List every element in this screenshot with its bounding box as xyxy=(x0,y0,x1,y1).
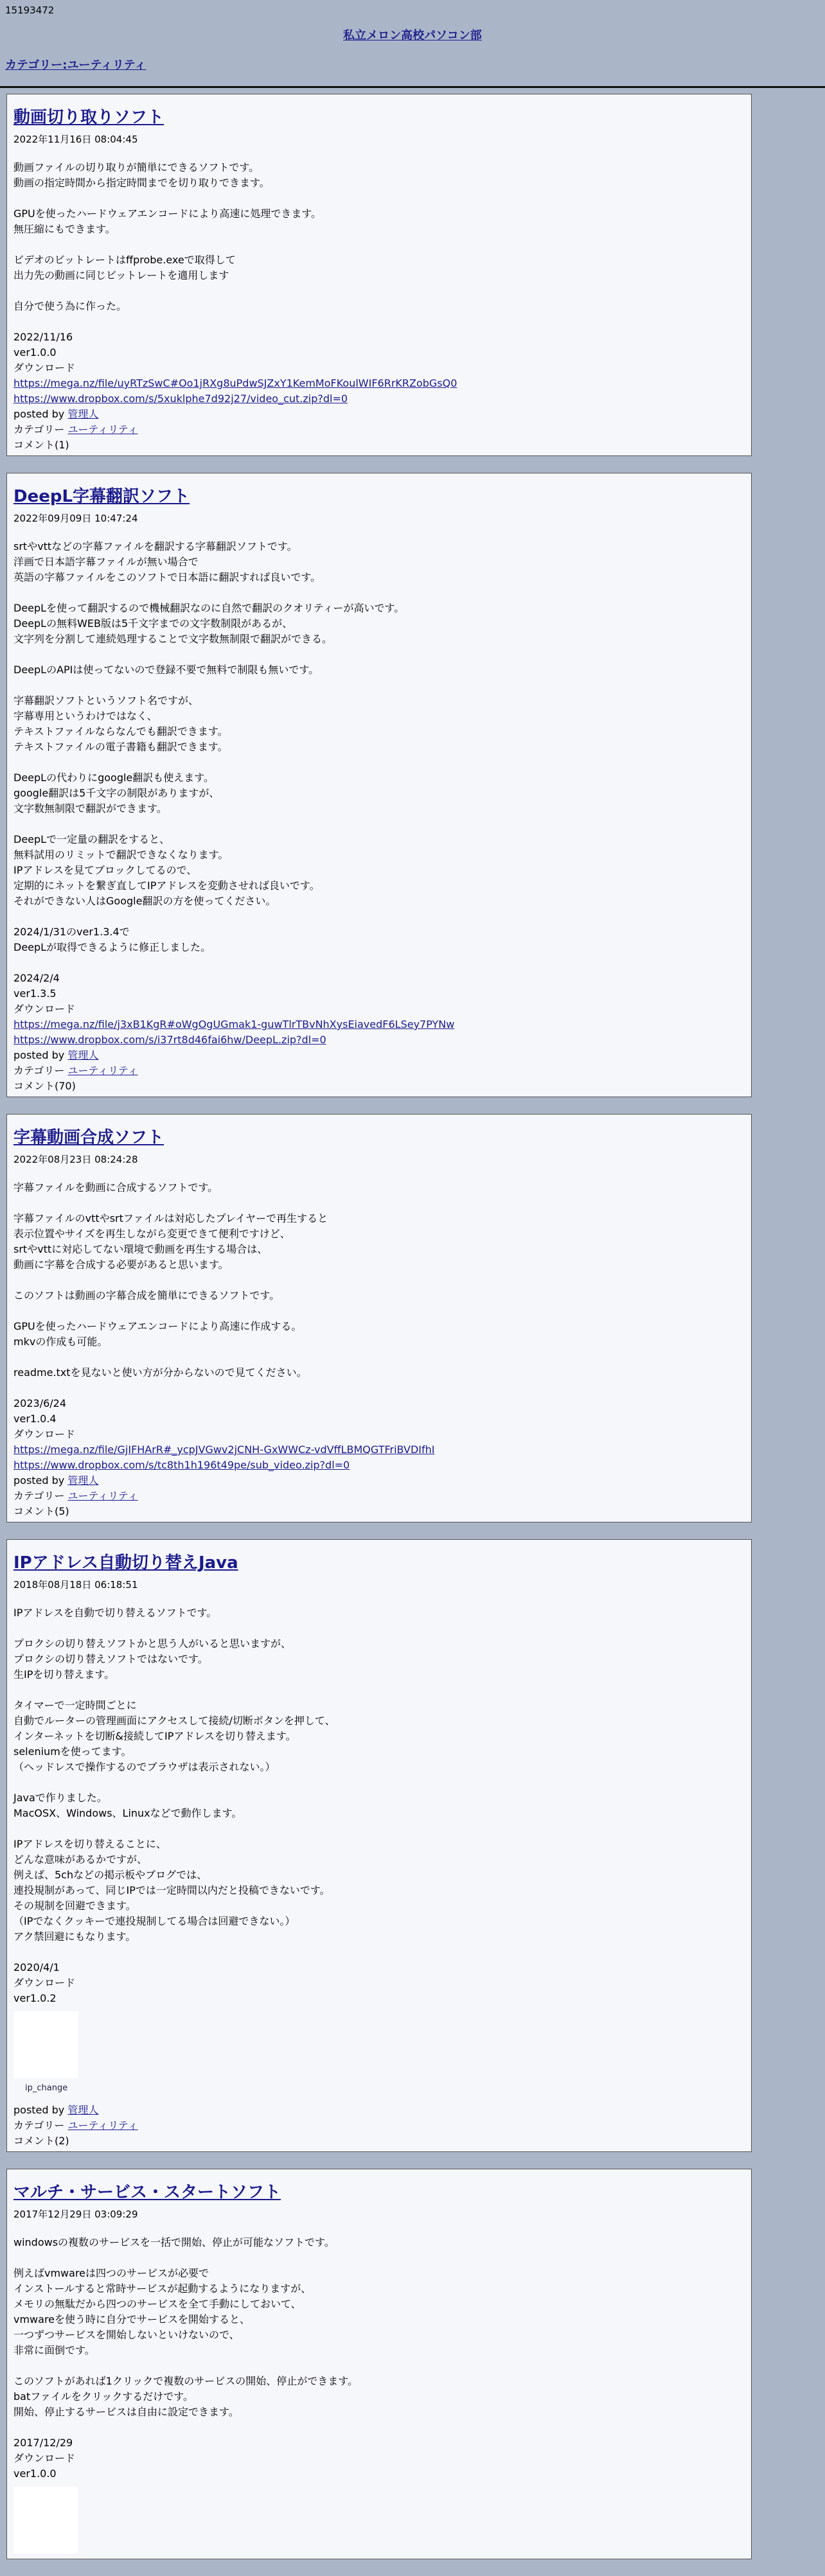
post-title-link[interactable]: 字幕動画合成ソフト xyxy=(13,1128,164,1147)
author-link[interactable]: 管理人 xyxy=(67,408,99,420)
posted-by-label: posted by xyxy=(13,1049,65,1061)
category-link[interactable]: ユーティリティ xyxy=(67,1064,138,1077)
post-paragraph: IPアドレスを切り替えることに、 どんな意味があるかですが、 例えば、5chなどの掲示板やブログでは、 連投規制があって、同じIPでは一定時間以内だと投稿できないです。 その規制を回避できます。 （IPでなくクッキーで連投規制してる場合は回避できない。） アク禁回避にもなります。 xyxy=(13,1838,330,1943)
post-paragraph: DeepLを使って翻訳するので機械翻訳なのに自然で翻訳のクオリティーが高いです。 DeepLの無料WEB版は5千文字までの文字数制限があるが、 文字列を分割して連続処理することで文字数無制限で翻訳ができる。 xyxy=(13,602,405,645)
site-title-link[interactable]: 私立メロン高校パソコン部 xyxy=(343,29,482,42)
download-link-row xyxy=(13,1032,745,1048)
download-label: ダウンロード xyxy=(13,1428,76,1440)
download-label: ダウンロード xyxy=(13,362,76,374)
paragraph-gap xyxy=(13,314,745,330)
category-label: カテゴリー xyxy=(13,1064,65,1077)
post-body xyxy=(13,1180,745,1427)
paragraph-gap xyxy=(13,1821,745,1837)
post-paragraph: 字幕翻訳ソフトというソフト名ですが、 字幕専用というわけではなく、 テキストファイルならなんでも翻訳できます。 テキストファイルの電子書籍も翻訳できます。 xyxy=(13,694,228,753)
post-date: 2017年12月29日 03:09:29 xyxy=(13,2209,138,2220)
download-image-caption[interactable]: ip_change xyxy=(25,2083,68,2093)
post-paragraph: 2022/11/16 ver1.0.0 xyxy=(13,331,73,358)
paragraph-gap xyxy=(13,1621,745,1636)
post-date: 2022年09月09日 10:47:24 xyxy=(13,513,138,524)
download-image-icon[interactable] xyxy=(13,2011,78,2078)
post-paragraph: 2017/12/29 xyxy=(13,2437,73,2449)
post-paragraph: Javaで作りました。 MacOSX、Windows、Linuxなどで動作します。 xyxy=(13,1792,242,1819)
category-label: カテゴリー xyxy=(13,1490,65,1502)
post-paragraph: 2024/1/31のver1.3.4で DeepLが取得できるように修正しました。 xyxy=(13,926,211,953)
post-body xyxy=(13,2235,745,2451)
paragraph-gap xyxy=(13,283,745,299)
post-body xyxy=(13,160,745,360)
post-paragraph: このソフトがあれば1クリックで複数のサービスの開始、停止ができます。 batファイルをクリックするだけです。 開始、停止するサービスは自由に設定できます。 xyxy=(13,2375,358,2418)
download-link[interactable]: https://www.dropbox.com/s/5xuklphe7d92j27/video_cut.zip?dl=0 xyxy=(13,393,348,405)
post-body xyxy=(13,1605,745,1975)
download-link-row xyxy=(13,391,745,407)
paragraph-gap xyxy=(13,1273,745,1288)
post-date: 2022年08月23日 08:24:28 xyxy=(13,1154,138,1165)
post-paragraph: DeepLのAPIは使ってないので登録不要で無料で制限も無いです。 xyxy=(13,664,319,676)
post-title-link[interactable]: 動画切り取りソフト xyxy=(13,108,164,127)
paragraph-gap xyxy=(13,1195,745,1211)
post-list xyxy=(6,94,752,2576)
comment-count[interactable]: コメント(1) xyxy=(13,439,69,451)
header-divider xyxy=(0,86,825,88)
download-link[interactable]: https://mega.nz/file/j3xB1KgR#oWgOgUGmak1-guwTlrTBvNhXysEiavedF6LSey7PYNw xyxy=(13,1018,455,1030)
download-link-row xyxy=(13,1017,745,1032)
category-heading-link[interactable]: カテゴリー:ユーティリティ xyxy=(5,58,146,72)
post-author-line xyxy=(13,2103,745,2118)
post-date: 2022年11月16日 08:04:45 xyxy=(13,134,138,145)
paragraph-gap xyxy=(13,2358,745,2374)
paragraph-gap xyxy=(13,755,745,770)
post-paragraph: 2024/2/4 ver1.3.5 xyxy=(13,972,60,1000)
post-date: 2018年08月18日 06:18:51 xyxy=(13,1579,138,1591)
category-link[interactable]: ユーティリティ xyxy=(67,423,138,436)
post-title-link[interactable]: IPアドレス自動切り替えJava xyxy=(13,1553,238,1573)
author-link[interactable]: 管理人 xyxy=(67,2104,99,2116)
post-paragraph: windowsの複数のサービスを一括で開始、停止が可能なソフトです。 xyxy=(13,2236,335,2248)
download-label: ダウンロード xyxy=(13,2452,76,2464)
category-link[interactable]: ユーティリティ xyxy=(67,1490,138,1502)
category-label: カテゴリー xyxy=(13,423,65,436)
posted-by-label: posted by xyxy=(13,2104,65,2116)
paragraph-gap xyxy=(13,2420,745,2435)
download-image-icon[interactable] xyxy=(13,2487,78,2554)
post-paragraph: 例えばvmwareは四つのサービスが必要で インストールすると常時サービスが起動するようになりますが、 メモリの無駄だから四つのサービスを全て手動にしておいて、 vmwareを使う時に自分でサービスを開始すると、 一つずつサービスを開始しないといけないので、 非常に面倒です。 xyxy=(13,2267,312,2356)
category-label: カテゴリー xyxy=(13,2119,65,2131)
post-paragraph: 動画ファイルの切り取りが簡単にできるソフトです。 動画の指定時間から指定時間までを切り取りできます。 xyxy=(13,161,270,189)
comment-count[interactable]: コメント(2) xyxy=(13,2135,69,2147)
paragraph-gap xyxy=(13,955,745,971)
post-paragraph: GPUを使ったハードウェアエンコードにより高速に処理できます。 無圧縮にもできます。 xyxy=(13,207,322,235)
post-paragraph: DeepLの代わりにgoogle翻訳も使えます。 google翻訳は5千文字の制限がありますが、 文字数無制限で翻訳ができます。 xyxy=(13,772,220,815)
paragraph-gap xyxy=(13,678,745,693)
post-paragraph: ビデオのビットレートはffprobe.exeで取得して 出力先の動画に同じビットレートを適用します xyxy=(13,254,236,281)
download-link-row xyxy=(13,1442,745,1458)
post-paragraph: 字幕ファイルのvttやsrtファイルは対応したプレイヤーで再生すると 表示位置やサイズを再生しながら変更できて便利ですけど、 srtやvttに対応してない環境で動画を再生する場合は、 動画に字幕を合成する必要があると思います。 xyxy=(13,1212,328,1271)
posted-by-label: posted by xyxy=(13,408,65,420)
post-author-line xyxy=(13,1048,745,1063)
comment-count[interactable]: コメント(70) xyxy=(13,1080,76,1092)
download-label: ダウンロード xyxy=(13,1977,76,1989)
paragraph-gap xyxy=(13,1682,745,1698)
post-category-line xyxy=(13,1488,745,1504)
paragraph-gap xyxy=(13,1381,745,1396)
post-paragraph: 字幕ファイルを動画に合成するソフトです。 xyxy=(13,1181,218,1194)
post-paragraph: 2020/4/1 xyxy=(13,1961,60,1973)
post-paragraph: readme.txtを見ないと使い方が分からないので見てください。 xyxy=(13,1366,307,1379)
post-paragraph: DeepLで一定量の翻訳をすると、 無料試用のリミットで翻訳できなくなります。 IPアドレスを見てブロックしてるので、 定期的にネットを繋ぎ直してIPアドレスを変動させれば良いです。 それができない人はGoogle翻訳の方を使ってください。 xyxy=(13,833,320,907)
post-category-line xyxy=(13,1063,745,1079)
blog-post xyxy=(6,1539,752,2152)
download-link[interactable]: https://mega.nz/file/GjIFHArR#_ycpJVGwv2jCNH-GxWWCz-vdVffLBMQGTFriBVDIfhI xyxy=(13,1443,435,1456)
version-label: ver1.0.2 xyxy=(13,1992,57,2004)
post-category-line xyxy=(13,2118,745,2133)
paragraph-gap xyxy=(13,237,745,252)
site-title[interactable] xyxy=(0,28,825,44)
paragraph-gap xyxy=(13,816,745,832)
version-label: ver1.0.0 xyxy=(13,2467,57,2480)
blog-post xyxy=(6,1114,752,1522)
download-label: ダウンロード xyxy=(13,1003,76,1015)
paragraph-gap xyxy=(13,647,745,662)
posted-by-label: posted by xyxy=(13,1474,65,1486)
blog-post xyxy=(6,94,752,456)
paragraph-gap xyxy=(13,191,745,206)
category-heading xyxy=(5,58,146,73)
post-author-line xyxy=(13,1473,745,1488)
paragraph-gap xyxy=(13,909,745,924)
post-body xyxy=(13,539,745,1001)
comment-count[interactable]: コメント(5) xyxy=(13,1505,69,1517)
post-title-link[interactable]: マルチ・サービス・スタートソフト xyxy=(13,2183,281,2202)
download-link-row xyxy=(13,1458,745,1473)
paragraph-gap xyxy=(13,1303,745,1319)
blog-post xyxy=(6,473,752,1097)
post-category-line xyxy=(13,422,745,437)
paragraph-gap xyxy=(13,1775,745,1790)
paragraph-gap xyxy=(13,1350,745,1365)
paragraph-gap xyxy=(13,1945,745,1960)
post-author-line xyxy=(13,407,745,422)
post-paragraph: 2023/6/24 ver1.0.4 xyxy=(13,1397,67,1425)
download-link[interactable]: https://www.dropbox.com/s/tc8th1h196t49pe/sub_video.zip?dl=0 xyxy=(13,1459,350,1471)
post-title-link[interactable]: DeepL字幕翻訳ソフト xyxy=(13,487,190,506)
category-link[interactable]: ユーティリティ xyxy=(67,2119,138,2131)
post-paragraph: IPアドレスを自動で切り替えるソフトです。 xyxy=(13,1607,217,1619)
paragraph-gap xyxy=(13,585,745,601)
download-link-row xyxy=(13,376,745,391)
post-paragraph: このソフトは動画の字幕合成を簡単にできるソフトです。 xyxy=(13,1289,280,1301)
paragraph-gap xyxy=(13,2250,745,2266)
post-paragraph: srtやvttなどの字幕ファイルを翻訳する字幕翻訳ソフトです。 洋画で日本語字幕ファイルが無い場合で 英語の字幕ファイルをこのソフトで日本語に翻訳すれば良いです。 xyxy=(13,540,321,583)
post-paragraph: タイマーで一定時間ごとに 自動でルーターの管理画面にアクセスして接続/切断ボタンを押して、 インターネットを切断&接続してIPアドレスを切り替えます。 seleniumを使ってます。 （ヘッドレスで操作するのでブラウザは表示されない。） xyxy=(13,1699,335,1773)
post-paragraph: GPUを使ったハードウェアエンコードにより高速に作成する。 mkvの作成も可能。 xyxy=(13,1320,302,1348)
download-link[interactable]: https://www.dropbox.com/s/i37rt8d46fai6hw/DeepL.zip?dl=0 xyxy=(13,1034,326,1046)
post-paragraph: 自分で使う為に作った。 xyxy=(13,300,127,312)
access-counter: 15193472 xyxy=(5,4,55,16)
author-link[interactable]: 管理人 xyxy=(67,1474,99,1486)
author-link[interactable]: 管理人 xyxy=(67,1049,99,1061)
blog-post xyxy=(6,2169,752,2559)
download-link[interactable]: https://mega.nz/file/uyRTzSwC#Oo1jRXg8uPdwSJZxY1KemMoFKoulWIF6RrKRZobGsQ0 xyxy=(13,377,457,389)
post-paragraph: プロクシの切り替えソフトかと思う人がいると思いますが、 プロクシの切り替えソフトではないです。 生IPを切り替えます。 xyxy=(13,1637,292,1681)
